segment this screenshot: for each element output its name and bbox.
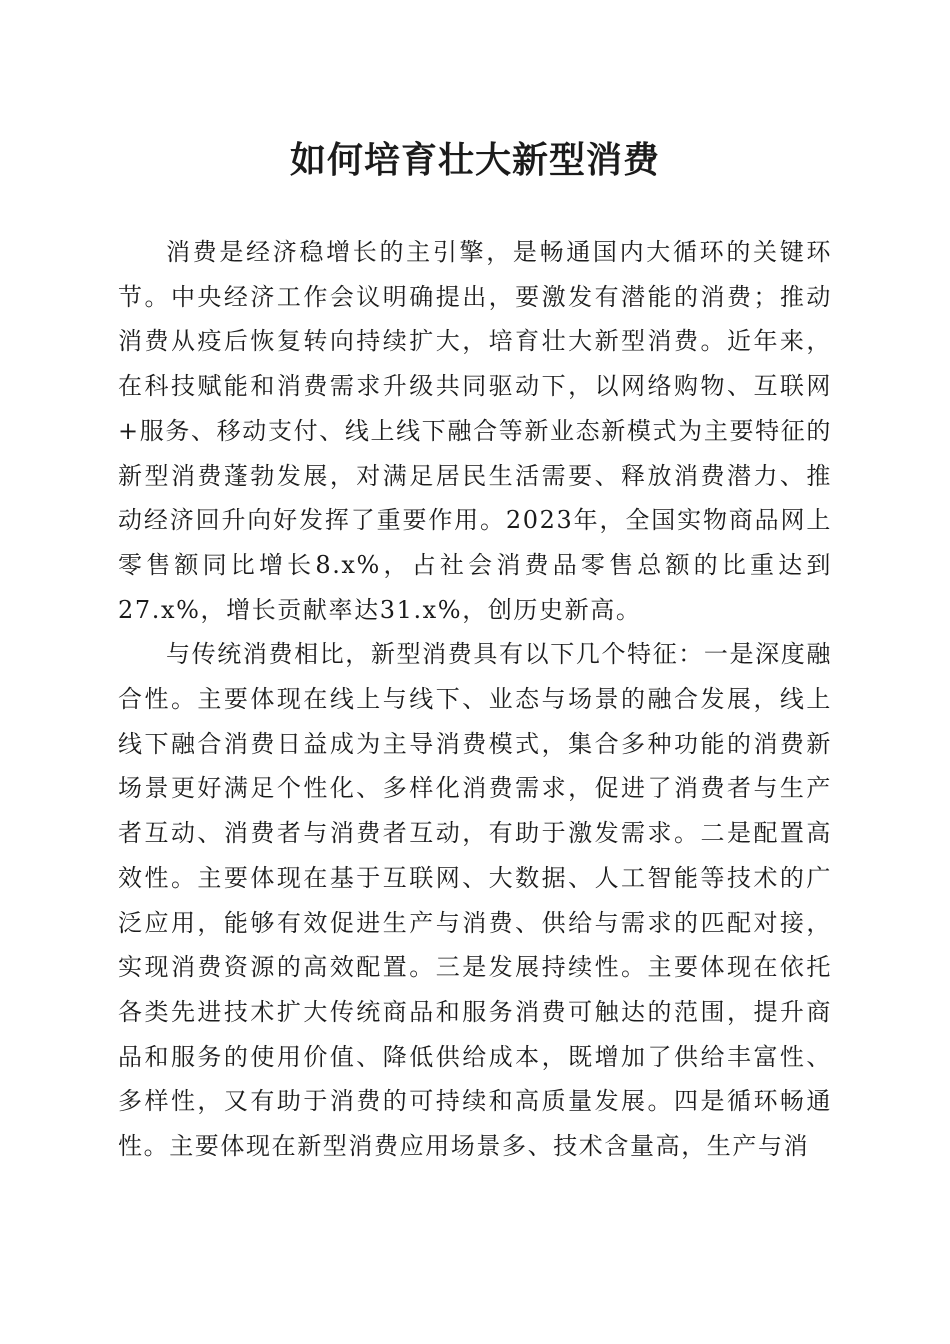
paragraph-2: 与传统消费相比，新型消费具有以下几个特征：一是深度融合性。主要体现在线上与线下、业态与场景的融合发展，线上线下融合消费日益成为主导消费模式，集合多种功能的消费新场景更好满足个性化、多样化消费需求，促进了消费者与生产者互动、消费者与消费者互动，有助于激发需求。二是配置高效性。主要体现在基于互联网、大数据、人工智能等技术的广泛应用，能够有效促进生产与消费、供给与需求的匹配对接，实现消费资源的高效配置。三是发展持续性。主要体现在依托各类先进技术扩大传统商品和服务消费可触达的范围，提升商品和服务的使用价值、降低供给成本，既增加了供给丰富性、多样性，又有助于消费的可持续和高质量发展。四是循环畅通性。主要体现在新型消费应用场景多、技术含量高，生产与消: [118, 640, 832, 1161]
paragraph-1: 消费是经济稳增长的主引擎，是畅通国内大循环的关键环节。中央经济工作会议明确提出，要激发有潜能的消费；推动消费从疫后恢复转向持续扩大，培育壮大新型消费。近年来，在科技赋能和消费需求升级共同驱动下，以网络购物、互联网+服务、移动支付、线上线下融合等新业态新模式为主要特征的新型消费蓬勃发展，对满足居民生活需要、释放消费潜力、推动经济回升向好发挥了重要作用。2023年，全国实物商品网上零售额同比增长8.x%，占社会消费品零售总额的比重达到27.x%，增长贡献率达31.x%，创历史新高。: [118, 238, 832, 624]
document-body: [118, 230, 832, 1169]
document-title: 如何培育壮大新型消费: [289, 139, 660, 181]
